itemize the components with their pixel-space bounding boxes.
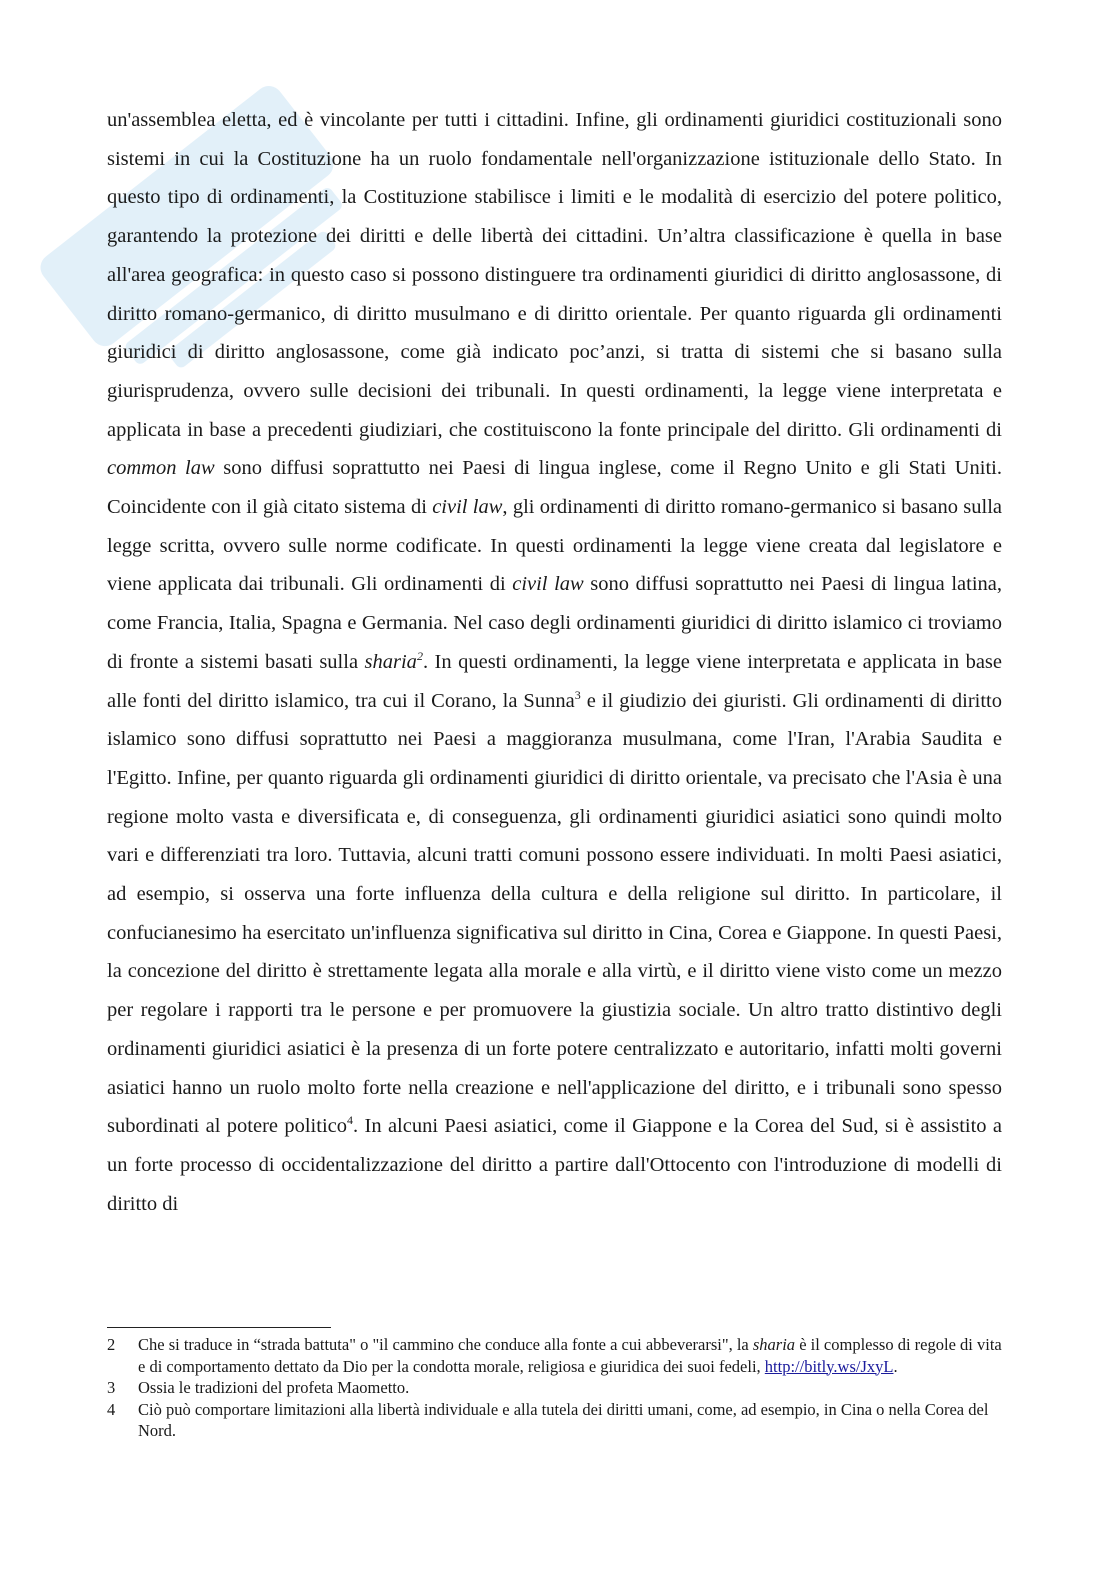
footnote-ref-4[interactable]: 4 xyxy=(347,1113,353,1128)
term-common-law: common law xyxy=(107,457,215,480)
footnote-link[interactable]: http://bitly.ws/JxyL xyxy=(764,1356,894,1376)
footnotes xyxy=(107,1334,1007,1442)
footnote-number: 3 xyxy=(107,1378,116,1397)
footnote-2: 2 Che si traduce in “strada battuta" o "il cammino che conduce alla fonte a cui abbeverarsi", la sharia è il complesso di regole di vita e di comportamento dettato da Dio per la condotta morale, religiosa e giuridica dei suoi fedeli, http://bitly.ws/JxyL. xyxy=(107,1335,1002,1376)
footnote-separator xyxy=(107,1327,331,1328)
footnote-ref-3[interactable]: 3 xyxy=(574,687,581,702)
footnote-number: 2 xyxy=(107,1335,116,1354)
footnote-3: 3 Ossia le tradizioni del profeta Maometto. xyxy=(107,1378,410,1397)
footnote-ref-2[interactable]: 2 xyxy=(416,648,423,663)
body-paragraph: un'assemblea eletta, ed è vincolante per tutti i cittadini. Infine, gli ordinamenti giuridici costituzionali sono sistemi in cui la Costituzione ha un ruolo fondamentale nell'organizzazione istituzionale dello Stato. In questo tipo di ordinamenti, la Costituzione stabilisce i limiti e le modalità di esercizio del potere politico, garantendo la protezione dei diritti e delle libertà dei cittadini. Un’altra classificazione è quella in base all'area geografica: in questo caso si possono distinguere tra ordinamenti giuridici di diritto anglosassone, di diritto romano-germanico, di diritto musulmano e di diritto orientale. Per quanto riguarda gli ordinamenti giuridici di diritto anglosassone, come già indicato poc’anzi, si tratta di sistemi che si basano sulla giurisprudenza, ovvero sulle decisioni dei tribunali. In questi ordinamenti, la legge viene interpretata e applicata in base a precedenti giudiziari, che costituiscono la fonte principale del diritto. Gli ordinamenti di common law sono diffusi soprattutto nei Paesi di lingua inglese, come il Regno Unito e gli Stati Uniti. Coincidente con il già citato sistema di civil law, gli ordinamenti di diritto romano-germanico si basano sulla legge scritta, ovvero sulle norme codificate. In questi ordinamenti la legge viene creata dal legislatore e viene applicata dai tribunali. Gli ordinamenti di civil law sono diffusi soprattutto nei Paesi di lingua latina, come Francia, Italia, Spagna e Germania. Nel caso degli ordinamenti giuridici di diritto islamico ci troviamo di fronte a sistemi basati sulla sharia$^2$. In questi ordinamenti, la legge viene interpretata e applicata in base alle fonti del diritto islamico, tra cui il Corano, la Sunna$^3$ e il giudizio dei giuristi. Gli ordinamenti di diritto islamico sono diffusi soprattutto nei Paesi a maggioranza musulmana, come l'Iran, l'Arabia Saudita e l'Egitto. Infine, per quanto riguarda gli ordinamenti giuridici di diritto orientale, va precisato che l'Asia è una regione molto vasta e diversificata e, di conseguenza, gli ordinamenti giuridici asiatici sono quindi molto vari e differenziati tra loro. Tuttavia, alcuni tratti comuni possono essere individuati. In molti Paesi asiatici, ad esempio, si osserva una forte influenza della cultura e della religione sul diritto. In particolare, il confucianesimo ha esercitato un'influenza significativa sul diritto in Cina, Corea e Giappone. In questi Paesi, la concezione del diritto è strettamente legata alla morale e alla virtù, e il diritto viene visto come un mezzo per regolare i rapporti tra le persone e per promuovere la giustizia sociale. Un altro tratto distintivo degli ordinamenti giuridici asiatici è la presenza di un forte potere centralizzato e autoritario, infatti molti governi asiatici hanno un ruolo molto forte nella creazione e nell'applicazione del diritto, e i tribunali sono spesso subordinati al potere politico$^4$. In alcuni Paesi asiatici, come il Giappone e la Corea del Sud, si è assistito a un forte processo di occidentalizzazione del diritto a partire dall'Ottocento con l'introduzione di modelli di diritto di xyxy=(107,109,1003,1215)
footnote-4: 4 Ciò può comportare limitazioni alla libertà individuale e alla tutela dei diritti umani, come, ad esempio, in Cina o nella Corea del Nord. xyxy=(107,1399,989,1440)
term-sharia: sharia xyxy=(364,650,417,673)
term-civil-law: civil law xyxy=(512,573,584,596)
footnote-number: 4 xyxy=(107,1399,116,1419)
term-civil-law: civil law xyxy=(432,496,503,519)
